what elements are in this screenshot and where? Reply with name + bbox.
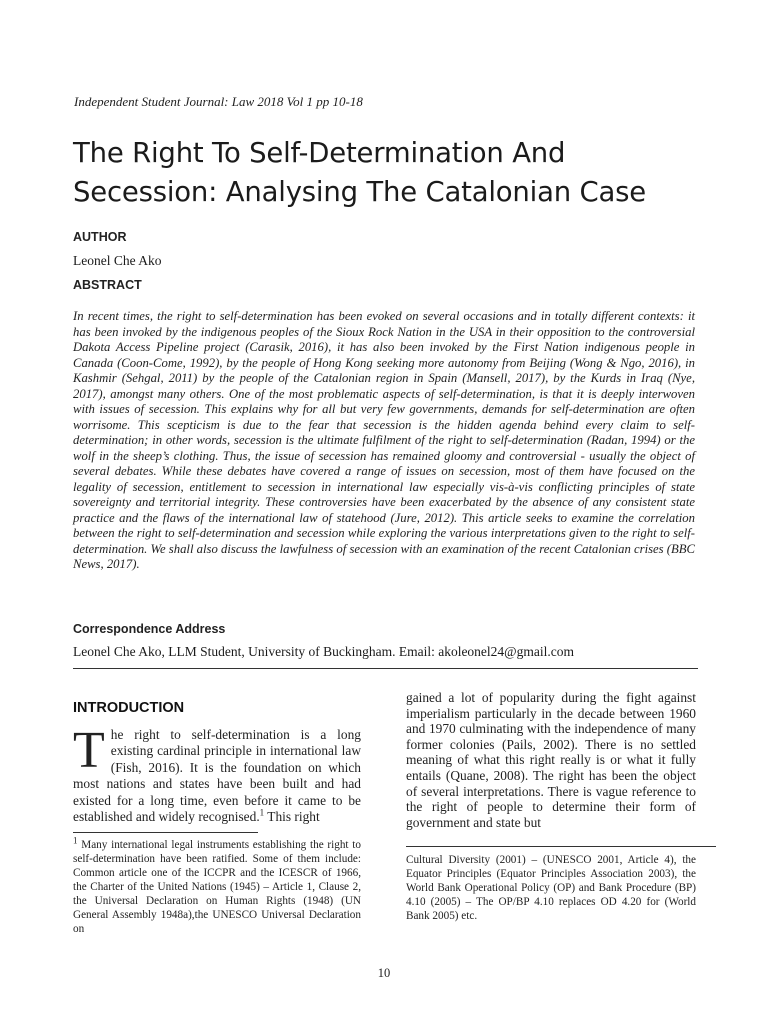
footnote-reference[interactable]: 1: [259, 807, 265, 818]
correspondence-address: Leonel Che Ako, LLM Student, University of Buckingham. Email: akoleonel24@gmail.com: [73, 644, 574, 659]
footnote-left: [73, 835, 361, 936]
footnote-left-text: Many international legal instruments establishing the right to self-determination have been ratified. Some of them include: Common article one of the ICCPR and the ICESCR of 1966, the Charter of the United Nations (1945) – Article 1, Clause 2, the Universal Declaration on Human Rights (1948) (UN General Assembly 1948a),the UNESCO Universal Declaration on: [73, 839, 361, 935]
correspondence-label: Correspondence Address: [73, 622, 226, 636]
page-number: 10: [377, 966, 391, 980]
footnote-marker: 1: [73, 835, 78, 846]
abstract-label: ABSTRACT: [73, 278, 142, 292]
introduction-left-column: [73, 722, 361, 825]
footnote-right: Cultural Diversity (2001) – (UNESCO 2001, Article 4), the Equator Principles (Equator Principles Association 2003), the World Bank Operational Policy (OP) and Bank Procedure (BP) 4.10 (2005) – The OP/BP 4.10 replaces OD 4.20 for (World Bank 2005) etc.: [406, 854, 696, 922]
journal-citation: Independent Student Journal: Law 2018 Vol 1 pp 10-18: [74, 94, 363, 109]
author-label: AUTHOR: [73, 230, 127, 244]
footnote-divider-right: [406, 846, 716, 847]
introduction-left-text: he right to self-determination is a long existing cardinal principle in international law (Fish, 2016). It is the foundation on which most nations and states have been built and had existed for a long time, even before it came to be established and widely recognised.: [73, 727, 361, 825]
footnote-divider-left: [73, 832, 258, 833]
introduction-right-column: gained a lot of popularity during the fight against imperialism particularly in the decade between 1960 and 1970 culminating with the independence of many former colonies (Pails, 2002). There is no settled meaning of what this right really is or what it fully entails (Quane, 2008). The right has been the object of several interpretations. There is vague reference to the right of people to determine their form of government and state but: [406, 690, 696, 830]
introduction-heading: INTRODUCTION: [73, 700, 185, 716]
introduction-left-tail: This right: [264, 809, 320, 825]
abstract-text: In recent times, the right to self-determination has been evoked on several occasions and in totally different contexts: it has been invoked by the indigenous peoples of the Sioux Rock Nation in the USA in their opposition to the controversial Dakota Access Pipeline project (Carasik, 2016), it has also been invoked by the First Nation indigenous people in Canada (Coon-Come, 1992), by the people of Hong Kong seeking more autonomy from Beijing (Wong & Ngo, 2016), in Kashmir (Sehgal, 2011) by the people of the Catalonian region in Spain (Mansell, 2017), by the Kurds in Iraq (Nye, 2017), amongst many others. One of the most problematic aspects of self-determination, is that it is deeply interwoven with issues of secession. This explains why for all but very few governments, demands for self-determination are often worrisome. This scepticism is due to the fear that secession is the hidden agenda behind every claim to self-determination; in other words, secession is the ultimate fulfilment of the right to self-determination (Radan, 1994) or the wolf in the sheep’s clothing. Thus, the issue of secession has remained gloomy and controversial - usually the object of several debates. While these debates have covered a range of issues on secession, most of them have focused on the legality of secession, entitlement to secession in international law especially vis-à-vis conflicting principles of state sovereignty and territorial integrity. These controversies have been exacerbated by the absence of any consistent state practice and the flaws of the international law of statehood (Jure, 2012). This article seeks to examine the correlation between the right to self-determination and secession while exploring the various interpretations given to the right to self-determination. We shall also discuss the lawfulness of secession with an examination of the recent Catalonian crises (BBC News, 2017).: [73, 309, 695, 571]
article-title: The Right To Self-Determination And Secession: Analysing The Catalonian Case: [73, 137, 647, 208]
drop-cap: T: [73, 722, 105, 779]
author-name: Leonel Che Ako: [73, 253, 162, 268]
section-divider: [73, 668, 698, 669]
